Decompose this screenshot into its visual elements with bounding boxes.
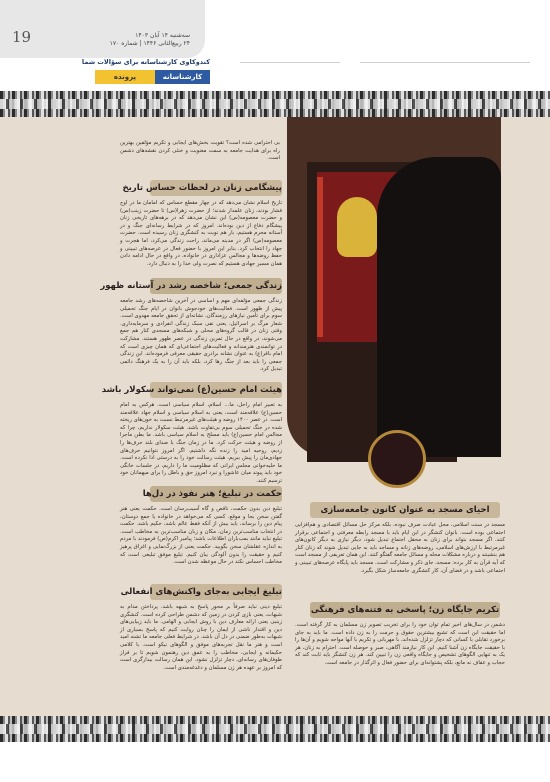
ornament-medallion-icon — [368, 430, 426, 488]
ornament-border-top — [0, 91, 550, 117]
section-paragraph-4: تبلیغ دین بدون حکمت، ناقص و گاه آسیب‌رسان است. حکمت یعنی هنر گفتن سخن بجا و موقع. کسی که می‌خواهد در خانواده یا جمع دوستان، پیام دین را برساند، باید بیش از آنکه فقط عالم باشد، حکیم باشد. حکمت در انتخاب مناسب‌ترین زمان، مکان و زبان مناسب‌ترین به مخاطب است. تبلیغ نباید مانند بمب‌باران اطلاعات باشد؛ پیامبر اکرم(ص) فرمودند با مردم به اندازه عقلشان سخن بگویید. حکمت یعنی از بزرگ‌نمایی و اغراق پرهیز کنیم و حقیقت را بدون آلودگی بیان کنیم. تبلیغ موفق تبلیغی است که مخاطب احساس نکند در حال موعظه شدن است. — [120, 506, 282, 566]
ornament-border-bottom — [0, 716, 550, 742]
page-header — [0, 0, 550, 92]
issue-number: ۲۴ ربیع‌الثانی ۱۴۴۶ | شماره ۱۷۰ — [109, 40, 190, 47]
intro-paragraph: بی احترامی شده است؟ تقویت بخش‌های ایجابی و تکریم مؤلفین بهترین راه برای هدایت جامعه به سمت معنویت و خنثی کردن نقشه‌های دشمن است. — [120, 140, 280, 162]
section-secondary-label: پرونده — [95, 70, 155, 84]
header-rule-left — [240, 62, 340, 63]
hero-photo — [287, 117, 501, 457]
section-heading-3: هیئت امام حسین(ع) نمی‌تواند سکولار باشد — [150, 382, 282, 398]
header-rule-right — [360, 62, 530, 63]
page-footer — [0, 742, 550, 782]
right-heading-1: احیای مسجد به عنوان کانون جامعه‌سازی — [310, 502, 500, 518]
section-primary-label: کارشناسانه — [155, 70, 210, 84]
right-heading-2: تکریم جایگاه زن؛ پاسخی به فتنه‌های فرهنگی — [310, 602, 500, 618]
section-heading-2: زندگی جمعی؛ شاخصه رشد در آستانه ظهور — [150, 278, 282, 294]
section-paragraph-5: تبلیغ دینی نباید صرفاً بر محور پاسخ به شبهه باشد. پرداختن مدام به شبهات، یعنی بازی کردن در زمین که دشمن طراحی کرده است. کنشگری زینبی یعنی ارائه معارف دین با روش ایجابی و الهامی. ما باید زیبایی‌های دین و اقتدار ناشی از ایمان را چنان روایت کنیم که پاسخ بسیاری از شبهات به‌طور ضمنی در دل آن باشد. در شرایط فعلی جامعه ما تشنه امید است و هنر ما نقل تجربه‌های موفق و الگوهای نیکو است. با کلامی حکیمانه و ایجابی، مخاطب را به عمق دین رهنمون شویم تا بر فراز طوفان‌های رسانه‌ای، دچار تزلزل نشود. این همان رسالت بیدارگری است که امروز بر عهده هر زن مسلمان و دغدغه‌مندی است. — [120, 604, 282, 671]
section-paragraph-2: زندگی جمعی مؤلفه‌ای مهم و اساسی در آخرین شاخصه‌های رشد جامعه پیش از ظهور است. فعالیت‌های خودجوش بانوان در ایام جنگ تحمیلی سوم برای تأمین نیازهای رزمندگان، نشانه‌ای از تحقق جامعه مهدوی است. شعار مرگ بر اسرائیل، یعنی نفی سبک زندگی انفرادی و سرمایه‌داری. وقتی زنان در قالب گروه‌های محلی و شبکه‌های مسجدی کنار هم جمع می‌شوند، در واقع در حال تمرین زندگی در عصر ظهور هستند. مشارکت در توانمندی هنرمندانه و فعالیت‌های اجتماعی‌ای که همان چیزی است که امام باقر(ع) به عنوان نشانه برادری حقیقی معرفی فرموده‌اند. این زندگی جمعی را باید بعد از جنگ رها کرد، بلکه باید آن را به یک فرهنگ دائمی تبدیل کرد. — [120, 298, 282, 373]
section-label-bar — [95, 70, 210, 84]
section-paragraph-3: به تعبیر امام راحل، ما... اسلام، اسلام سیاسی است. هرکس به امام حسین(ع) علاقه‌مند است، یعنی به اسلام سیاسی و اسلام جهاد علاقه‌مند است. در عصر ۱۴۰۰ روضه و هیئت‌های غیرمرتبط نسبت به خون‌های ریخته شده در جنگ تحمیلی سوم بی‌تفاوت باشد. هیئت سکولار نداریم، چرا که مجالس امام حسین(ع) باید مسلح به اسلام سیاسی باشد. ما بطن ماجرا از روضه و هیئت حرکت کرد. ما در زمان جنگ با صدای بلند حرف‌ها را زدیم، روحیه امید را زنده نگه داشتیم. اگر امروز نتوانیم حرف‌های جهادی‌مان را پیش ببریم، هیئت رسالت خود را به درستی ادا نکرده است. ما حلیه‌خوانی مجلس ایرانی که مظلومیت ما را داریم، در جلسات خانگی خود باید پیوند میان عاشورا و نبرد امروز حق و باطل را برای میهمانان خود ترسیم کنند. — [120, 402, 282, 484]
right-paragraph-2: دشمن در سال‌های اخیر تمام توان خود را برای تخریب تصویر زن مسلمان به کار گرفته است. اما حقیقت این است که تشیع بیشترین حقوق و حرمت را به زن داده است. ما باید به جای برخورد تقابلی با کسانی که دچار تزلزل شده‌اند، با مهربانی و تکریم با آنها مواجه شویم و آن‌ها را با حقیقت جایگاه زن آشنا کنیم. این کار نیازمند آگاهی، صبر و حوصله است. احترام به زنان، هر یک به تنهایی الگوهای تشخیص و جایگاه واقعی زن را تبیین کند. هر زن کنشگر باید ثابت کند که حجاب و عفاف نه مانع، بلکه پشتوانه‌ای برای حضور فعال و اثرگذار در جامعه است. — [295, 622, 505, 666]
section-heading-5: تبلیغ ایجابی به‌جای واکنش‌های انفعالی — [150, 584, 282, 600]
right-paragraph-1: مسجد در سنت اسلامی، محل عبادت صرف نبوده، بلکه مرکز حل مسائل اقتصادی و هم‌افزایی اجتماعی بوده است. بانوان کنشگر در این ایام باید با مسجد رابطه معرفتی و اجتماعی برقرار کنند. اگر مسجد بتواند برای زنان به محفل اجتماع تبدیل شود، دیگر نیازی به دیگر کانون‌های غیرمرتبط با ارزش‌های اسلامی، روضه‌های زنانه و مساجد باید به جایی تبدیل شوند که زنان کنار هم بنشینند و درباره مشکلات محله و مسائل جامعه گفتگو کنند. این همان تعریفی از مسجد است که آیه قرآن به کار برده: مسجد، جای ذکر و مشارکت است. مسجد باید پایگاه عرصه‌های تبیینی و اجتماعی باشد و در فضای آن، کار کنشگری جامعه‌ساز شکل بگیرد. — [295, 522, 505, 574]
header-top-panel — [0, 0, 205, 58]
section-paragraph-1: تاریخ اسلام نشان می‌دهد که در چهار مقطع حساس که امامان ما در اوج فشار بودند، زنان علمدار شدند؛ از حضرت زهرا(س) تا حضرت زینب(س) و حضرت معصومه(س) این نشان می‌دهد که در برهه‌های تاریخی زنان پیشگام دفاع از دین بوده‌اند. امروز که در شرایط رسانه‌ای جنگ و در آستانه محرم هستیم، بار هم نوبت به کنشگری زنان رسیده است. حضرت معصومه(س) اگر در مدینه می‌ماند، راحت زندگی می‌کرد، اما هجرت و جهاد را انتخاب کرد. بنابر این امروز با حضور فعال در عرصه‌های تبیینی و حفظ روضه‌ها و مجالس عزاداری در خانواده، در واقع در حال ادامه دادن همان مسیر جهادی هستیم که نصرت ولی خدا را به دنبال دارد. — [120, 200, 282, 267]
page-number: 19 — [12, 28, 32, 46]
section-heading-1: پیشگامی زنان در لحظات حساس تاریخ — [150, 180, 282, 196]
banner-fringe — [317, 177, 323, 337]
section-heading-4: حکمت در تبلیغ؛ هنر نفوذ در دل‌ها — [150, 486, 282, 502]
golden-hand-emblem-icon — [337, 197, 377, 257]
veiled-woman-silhouette — [377, 157, 501, 457]
issue-date: سه‌شنبه ۱۴ آبان ۱۴۰۳ — [135, 32, 190, 39]
header-tagline: کندوکاوی کارشناسانه برای سؤالات شما — [81, 58, 210, 66]
issue-info — [40, 32, 190, 48]
